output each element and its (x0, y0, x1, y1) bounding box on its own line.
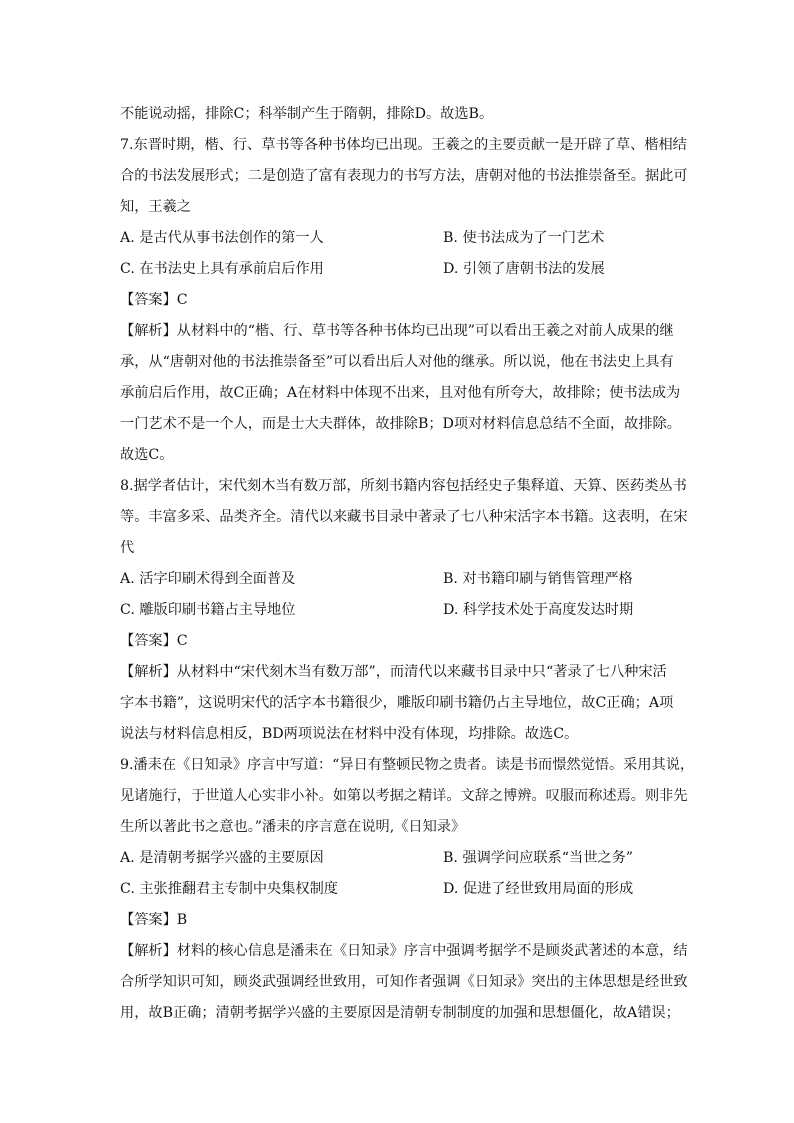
explanation-line: 说法与材料信息相反，BD两项说法在材料中没有体现，均排除。故选C。 (120, 726, 579, 742)
option-c: C. 在书法史上具有承前启后作用 (120, 261, 324, 277)
option-b: B. 对书籍印刷与销售管理严格 (443, 571, 633, 587)
question-8-stem: 等。丰富多采、品类齐全。清代以来藏书目录中著录了七八种宋活字本书籍。这表明，在宋 (120, 509, 688, 525)
document-page (120, 99, 695, 1029)
option-d: D. 科学技术处于高度发达时期 (443, 602, 634, 618)
option-a: A. 活字印刷术得到全面普及 (120, 571, 296, 587)
question-7-stem: 合的书法发展形式；二是创造了富有表现力的书写方法，唐朝对他的书法推崇备至。据此可 (120, 168, 688, 184)
option-a: A. 是清朝考据学兴盛的主要原因 (120, 850, 324, 866)
question-7-stem: 7.东晋时期，楷、行、草书等各种书体均已出现。王羲之的主要贡献一是开辟了草、楷相结 (120, 137, 687, 153)
question-9-options-row (120, 843, 676, 874)
text-line: 不能说动摇，排除C；科举制产生于隋朝，排除D。故选B。 (120, 106, 494, 122)
explanation-line: 【解析】从材料中的“楷、行、草书等各种书体均已出现”可以看出王羲之对前人成果的继 (120, 323, 674, 339)
answer-line: 【答案】B (120, 912, 188, 928)
question-7-options-row (120, 223, 676, 254)
option-d: D. 引领了唐朝书法的发展 (443, 261, 605, 277)
explanation-line: 承，从“唐朝对他的书法推崇备至”可以看出后人对他的继承。所以说，他在书法史上具有 (120, 354, 674, 370)
option-a: A. 是古代从事书法创作的第一人 (120, 230, 324, 246)
option-b: B. 使书法成为了一门艺术 (443, 230, 605, 246)
question-8-stem: 8.据学者估计，宋代刻木当有数万部，所刻书籍内容包括经史子集释道、天算、医药类丛书 (120, 478, 687, 494)
question-9-stem: 9.潘耒在《日知录》序言中写道：“异日有整顿民物之贵者。读是书而憬然觉悟。采用其说， (120, 757, 695, 773)
explanation-line: 故选C。 (120, 447, 174, 463)
question-7-stem: 知，王羲之 (120, 199, 191, 215)
answer-line: 【答案】C (120, 292, 188, 308)
explanation-line: 承前启后作用，故C正确；A在材料中体现不出来，且对他有所夸大，故排除；使书法成为 (120, 385, 681, 401)
question-8-options-row (120, 595, 676, 626)
explanation-line: 【解析】从材料中“宋代刻木当有数万部”，而清代以来藏书目录中只“著录了七八种宋活 (120, 664, 667, 680)
option-c: C. 雕版印刷书籍占主导地位 (120, 602, 296, 618)
explanation-line: 合所学知识可知，顾炎武强调经世致用，可知作者强调《日知录》突出的主体思想是经世致 (120, 974, 688, 990)
question-9-stem: 生所以著此书之意也。”潘耒的序言意在说明,《日知录》 (120, 819, 466, 835)
option-d: D. 促进了经世致用局面的形成 (443, 881, 634, 897)
explanation-line: 字本书籍”，这说明宋代的活字本书籍很少，雕版印刷书籍仍占主导地位，故C正确；A项 (120, 695, 674, 711)
question-7-options-row (120, 254, 676, 285)
question-9-stem: 见诸施行，于世道人心实非小补。如第以考据之精详。文辞之博辨。叹服而称述焉。则非先 (120, 788, 688, 804)
option-c: C. 主张推翻君主专制中央集权制度 (120, 881, 338, 897)
question-9-options-row (120, 874, 676, 905)
explanation-line: 【解析】材料的核心信息是潘耒在《日知录》序言中强调考据学不是顾炎武著述的本意，结 (120, 943, 688, 959)
explanation-line: 用，故B正确；清朝考据学兴盛的主要原因是清朝专制制度的加强和思想僵化，故A错误； (120, 1005, 680, 1021)
question-8-options-row (120, 564, 676, 595)
option-b: B. 强调学问应联系“当世之务” (443, 850, 634, 866)
answer-line: 【答案】C (120, 633, 188, 649)
explanation-line: 一门艺术不是一个人，而是士大夫群体，故排除B；D项对材料信息总结不全面，故排除。 (120, 416, 681, 432)
question-8-stem: 代 (120, 540, 135, 556)
